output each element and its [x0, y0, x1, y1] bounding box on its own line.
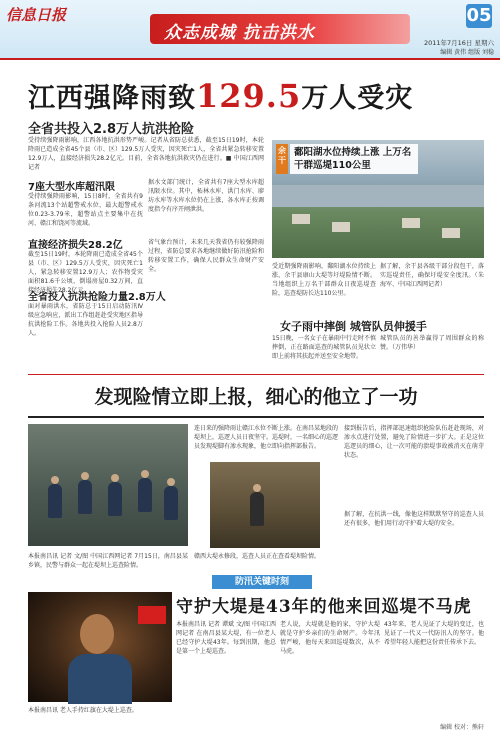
elder-shirt-shape	[68, 654, 132, 704]
dateline: 2011年7月16日 星期六	[423, 39, 494, 47]
elder-photo	[28, 592, 172, 702]
feature-headline: 发现险情立即上报，细心的他立了一功	[94, 386, 418, 408]
theme-title: 众志成城 抗击洪水	[164, 23, 315, 43]
section4-body-left: 15日晚，一名女子在暴雨中行走时不慎摔倒，正在路面巡查的城管队员见状立即上前将其扶起并送至安全地带。	[272, 335, 376, 360]
house-shape	[442, 228, 460, 238]
masthead	[0, 0, 500, 60]
photo-story-caption-right: 据了解，余干县各级干部分段包干，落实巡堤责任，确保圩堤安全度汛。（朱海军、中国江西网记者）	[380, 263, 484, 288]
person-figure	[108, 482, 122, 516]
newspaper-logo: 信息日报	[6, 6, 67, 24]
person-head	[81, 472, 89, 480]
section4-body-right: 城管队员的善举赢得了周围群众的称赞。（万伟华）	[380, 335, 484, 351]
editor-line: 编辑 黄伟 组版 刘稳	[440, 49, 494, 56]
lead-headline-suffix: 万人受灾	[301, 83, 414, 114]
house-shape	[402, 218, 420, 228]
lead-headline-number: 129.5	[196, 77, 302, 115]
elder-head-shape	[80, 614, 114, 654]
section4-title: 女子雨中摔倒 城管队员伸援手	[280, 320, 427, 333]
person-head	[51, 476, 59, 484]
footer-editor: 编辑 校对：熊轩	[440, 724, 484, 731]
photo-story-title: 鄱阳湖水位持续上涨 上万名干群巡堤110公里	[294, 147, 412, 171]
dike-inspection-photo	[210, 462, 320, 548]
section3-title: 全省投入抗洪抢险力量2.8万人	[28, 292, 166, 303]
person-figure	[48, 484, 62, 518]
bottom-body-3: 43年来，老人见证了大堤的变迁，也见证了一代又一代防汛人的坚守。他希望年轻人能把这份责任传承下去。	[384, 621, 484, 646]
feature-body-right-2: 据了解，在抗洪一线，像他这样默默坚守的巡查人员还有很多，他们用行动守护着大堤的安全。	[344, 511, 484, 527]
section1-body-right: 据水文部门统计，全省共有7座大型水库超汛限水位。其中，柘林水库、洪门水库、廖坊水库等水库水位仍在上涨，各水库正按调度指令有序开闸泄洪。	[148, 179, 264, 213]
section2-title: 直接经济损失28.2亿	[28, 240, 123, 251]
theme-banner	[150, 14, 410, 44]
police-patrol-photo	[28, 424, 188, 546]
feature-body-middle: 连日来的强降雨让赣江水位不断上涨。在南昌某地段的堤坝上，巡逻人员日夜坚守。巡堤时，一名细心的巡逻员发现堤脚有渗水现象，他立即向指挥部报告。	[194, 425, 339, 450]
bottom-headline: 守护大堤是43年的他来回巡堤不马虎	[176, 597, 472, 617]
photo-story-caption-left: 受近期强降雨影响，鄱阳湖水位持续上涨，余干县康山大堤等圩堤险情不断。当地组织上万名干部群众日夜巡堤查险，巡查堤防长达110公里。	[272, 263, 376, 297]
lead-subhead: 全省共投入2.8万人抗洪抢险	[28, 122, 195, 137]
person-head	[141, 470, 149, 478]
person-head	[111, 474, 119, 482]
lead-headline-prefix: 江西强降雨致	[28, 83, 196, 114]
person-figure	[138, 478, 152, 512]
lead-body: 受持续强降雨影响，江西各地抗洪形势严峻。记者从省防总获悉，截至15日19时，本轮降雨已造成全省45个县（市、区）129.5万人受灾，因灾死亡1人，全省共紧急转移安置12.9万人，直接经济损失28.2亿元。目前，全省各地抗洪救灾仍在进行。■ 中国江西网记者	[28, 137, 264, 171]
river-shape	[272, 185, 484, 207]
person-head	[167, 478, 175, 486]
person-figure	[78, 480, 92, 514]
police-photo-caption: 本报南昌讯 记者 文/图 中国江西网记者 7月15日，南昌县某乡镇，民警与群众一起在堤坝上巡查险情。	[28, 553, 188, 569]
red-flag-shape	[138, 606, 166, 624]
page-number: 05	[466, 5, 492, 26]
section2-body: 截至15日19时，本轮降雨已造成全省45个县（市、区）129.5万人受灾，因灾死亡1人，紧急转移安置12.9万人；农作物受灾面积81.6千公顷，倒塌房屋0.32万间，直接经济损失28.2亿元。	[28, 251, 143, 294]
section1-body-left: 受持续强降雨影响，15日8时，全省共有9条河流13个站超警戒水位，最大超警戒水位0.23-3.79米，超警站点主要集中在抚河、赣江和饶河等流域。	[28, 193, 143, 227]
small-photo-caption: 赣西大堤永修段，巡查人员正在查看堤坝险情。	[194, 553, 321, 560]
section3-body-left: 面对暴雨洪水，省防总于15日启动防汛Ⅳ级应急响应，派出工作组赶赴受灾地区指导抗洪抢险工作。各地共投入抢险人员2.8万人。	[28, 303, 143, 337]
lead-headline	[28, 76, 413, 115]
house-shape	[332, 222, 350, 232]
location-tag: 余干	[276, 144, 288, 174]
person-head	[253, 484, 261, 492]
house-shape	[292, 214, 310, 224]
person-figure	[164, 486, 178, 520]
bottom-body-1: 本报南昌讯 记者 谭斌 文/图 中国江西网记者 在南昌县某大堤，有一位老人已经守护大堤43年。每到汛期，他总是第一个上堤巡查。	[176, 621, 276, 655]
bottom-body-2: 老人说，大堤就是他的家，守护大堤就是守护乡亲们的生命财产。今年汛情严峻，他每天来回巡堤数次，从不马虎。	[280, 621, 380, 655]
headline-underline	[28, 416, 484, 418]
divider-rule	[28, 374, 484, 375]
person-figure	[250, 492, 264, 526]
section1-title: 7座大型水库超汛限	[28, 182, 115, 193]
section3-body-right: 省气象台预计，未来几天我省仍有较强降雨过程，省防总要求各地继续做好防汛抢险和转移安置工作，确保人民群众生命财产安全。	[148, 239, 264, 273]
elder-photo-caption: 本报南昌讯 老人手持红旗在大堤上巡查。	[28, 707, 138, 714]
photo-title-box	[290, 144, 418, 174]
bottom-kicker: 防汛关键时刻	[212, 575, 312, 589]
feature-body-right: 接到报告后，指挥部迅速组织抢险队伍赶赴现场，对渗水点进行处置，避免了险情进一步扩大。正是这位巡逻员的细心，让一次可能的溃堤事故被消灭在萌芽状态。	[344, 425, 484, 459]
